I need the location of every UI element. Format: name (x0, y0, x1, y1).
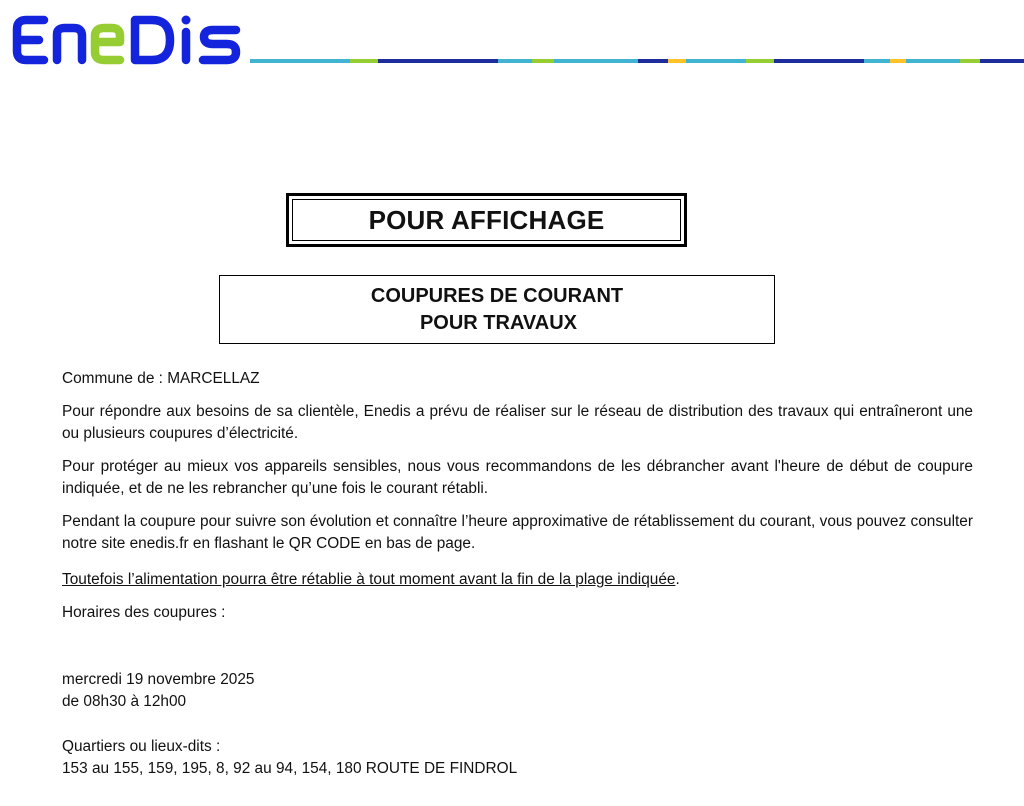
paragraph-1: Pour répondre aux besoins de sa clientèle, Enedis a prévu de réaliser sur le réseau de distribution des travaux qui entraîneront une ou plusieurs coupures d’électricité. (62, 403, 973, 442)
title-text: POUR AFFICHAGE (292, 199, 681, 241)
subtitle-box (219, 275, 775, 344)
commune-line: Commune de : MARCELLAZ (62, 370, 260, 387)
paragraph-4-underlined: Toutefois l’alimentation pourra être rétablie à tout moment avant la fin de la plage indiquée (62, 571, 676, 588)
subtitle-line-2: POUR TRAVAUX (419, 312, 578, 334)
paragraph-2: Pour protéger au mieux vos appareils sensibles, nous vous recommandons de les débrancher avant l'heure de début de coupure indiquée, et de ne les rebrancher qu’une fois le courant rétabli. (62, 458, 973, 497)
outage-date: mercredi 19 novembre 2025 (62, 671, 255, 688)
subtitle-line-1: COUPURES DE COURANT (370, 285, 624, 307)
schedule-heading: Horaires des coupures : (62, 604, 226, 621)
places-list: 153 au 155, 159, 195, 8, 92 au 94, 154, 180 ROUTE DE FINDROL (62, 760, 518, 777)
paragraph-3: Pendant la coupure pour suivre son évolution et connaître l’heure approximative de rétablissement du courant, vous pouvez consulter notre site enedis.fr en flashant le QR CODE en bas de page. (62, 513, 973, 552)
paragraph-4 (62, 569, 973, 591)
header-color-stripe (250, 59, 1024, 63)
places-heading: Quartiers ou lieux-dits : (62, 738, 221, 755)
enedis-logo (12, 14, 242, 66)
outage-hours: de 08h30 à 12h00 (62, 693, 187, 710)
paragraph-4-end: . (675, 571, 680, 588)
title-box (286, 193, 687, 247)
